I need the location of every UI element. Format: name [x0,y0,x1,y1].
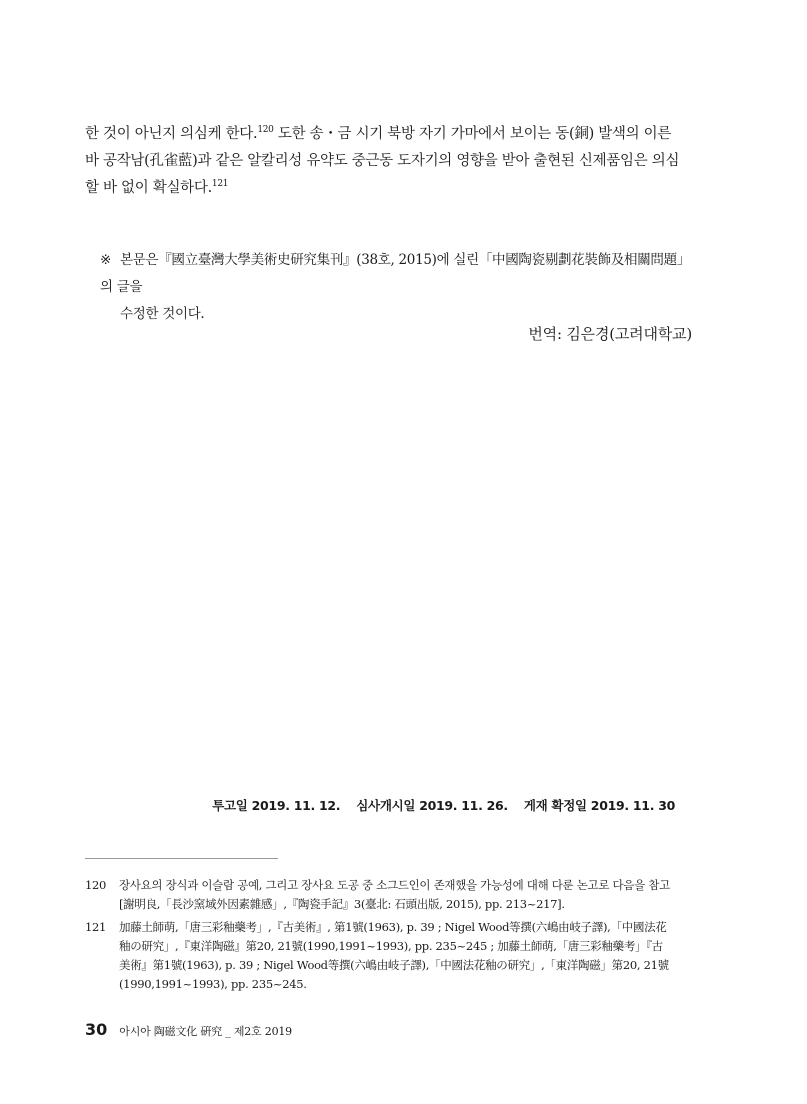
footnote-line: 장사요의 장식과 이슬람 공예, 그리고 장사요 도공 중 소그드인이 존재했을 가능성에 대해 다룬 논고로 다음을 참고 [119,878,670,892]
source-note-line-1: 본문은『國立臺灣大學美術史研究集刊』(38호, 2015)에 실린「中國陶瓷剔劃花裝飾及相關問題」의 글을 [100,252,691,295]
footnote-ref-121[interactable]: 121 [211,179,229,189]
body-line-1-end: 도한 송・금 시기 북방 자기 가마에서 보이는 동(銅) 발색의 이른 [273,126,672,142]
footnote-text [119,918,690,994]
journal-title: 아시아 陶磁文化 硏究 _ 제2호 2019 [119,1025,292,1038]
footnote-line: 美術』第1號(1963), p. 39 ; Nigel Wood等撰(六嶋由岐子譯),「中國法花釉の研究」,「東洋陶磁」第20, 21號 [119,958,669,972]
review-date: 심사개시일 2019. 11. 26. [356,798,508,813]
page-number: 30 [85,1020,108,1039]
footnote-text [119,876,690,914]
body-line-2: 바 공작남(孔雀藍)과 같은 알칼리성 유약도 중근동 도자기의 영향을 받아 출현된 신제품임은 의심 [85,153,680,169]
main-body-text [85,121,691,202]
footnote-line: 釉の研究」,『東洋陶磁』第20, 21號(1990,1991~1993), pp. 235~245 ; 加藤土師萌,「唐三彩釉藥考」『古 [119,939,663,953]
body-line-3 [85,175,691,202]
footnote-121 [85,918,690,994]
body-line-1 [85,121,691,148]
publication-dates [212,796,683,814]
footnote-number: 120 [85,878,107,892]
footnotes [85,876,690,998]
footnote-divider [85,858,278,859]
source-note-line-2: 수정한 것이다. [120,306,205,322]
submitted-date: 투고일 2019. 11. 12. [212,798,341,813]
page-footer [85,1020,292,1039]
reference-mark-icon: ※ [100,252,112,268]
body-line-3-text: 할 바 없이 확실하다. [85,180,212,196]
accepted-date: 게재 확정일 2019. 11. 30 [523,798,675,813]
footnote-line: (1990,1991~1993), pp. 235~245. [119,977,307,991]
footnote-ref-120[interactable]: 120 [257,125,274,135]
body-line-1-start: 한 것이 아닌지 의심케 한다. [85,126,258,142]
footnote-line: 加藤土師萌,「唐三彩釉藥考」,『古美術』, 第1號(1963), p. 39 ; Nigel Wood等撰(六嶋由岐子譯),「中國法花 [119,920,667,934]
footnote-120 [85,876,690,914]
footnote-number: 121 [85,920,107,934]
source-note [100,247,692,328]
footnote-line: [謝明良,「長沙窯域外因素雜感」,『陶瓷手記』3(臺北: 石頭出版, 2015), pp. 213~217]. [119,897,565,911]
translator-credit: 번역: 김은경(고려대학교) [528,325,692,343]
